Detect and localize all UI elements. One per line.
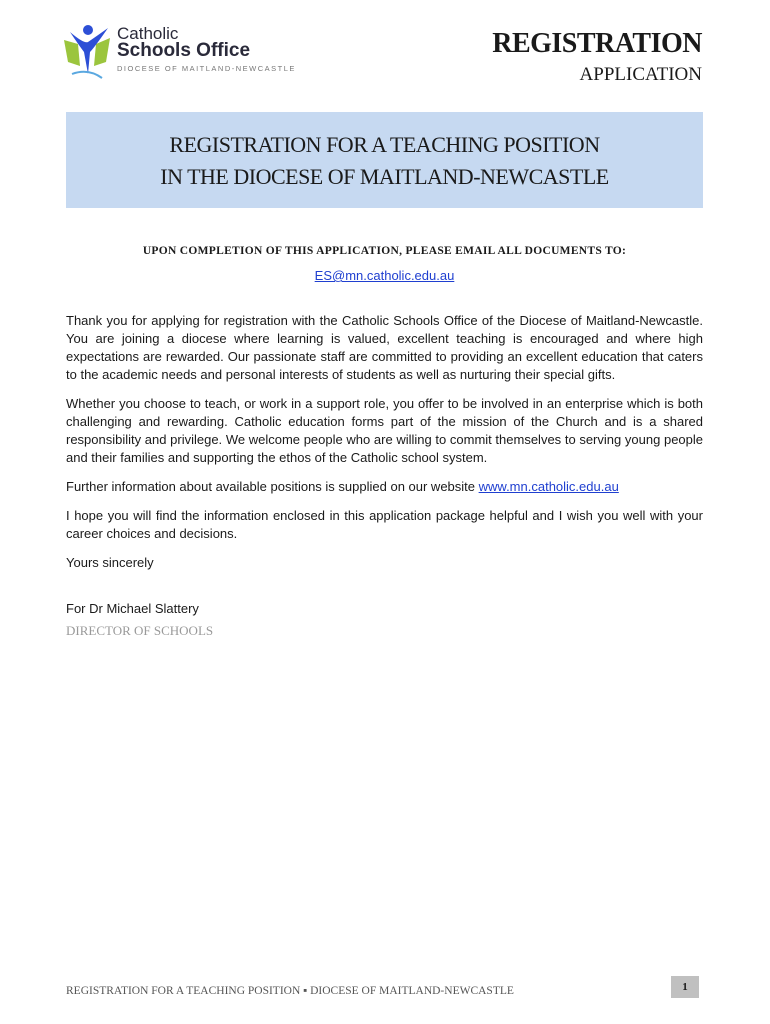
website-text: Further information about available positions is supplied on our website	[66, 479, 479, 494]
logo-figure-icon	[62, 22, 112, 82]
signer-role: DIRECTOR OF SCHOOLS	[66, 623, 214, 638]
email-link[interactable]: ES@mn.catholic.edu.au	[314, 268, 455, 283]
catholic-schools-office-logo	[62, 22, 302, 82]
letter-body	[66, 312, 703, 651]
website-link[interactable]: www.mn.catholic.edu.au	[478, 479, 619, 494]
logo-text-catholic: Catholic	[117, 24, 179, 43]
signer: For Dr Michael Slattery	[66, 601, 199, 616]
closing: Yours sincerely	[66, 555, 154, 570]
banner-line-1: REGISTRATION FOR A TEACHING POSITION	[169, 132, 600, 157]
title-banner	[66, 112, 703, 208]
logo-text-schools-office: Schools Office	[117, 40, 251, 61]
paragraph-website	[66, 478, 703, 496]
paragraph-roles: Whether you choose to teach, or work in a support role, you offer to be involved in an enterprise which is both challenging and rewarding. Catholic education forms part of the mission of the Church and is a shared responsibility and privilege. We welcome people who are willing to commit themselves to serving young people and their families and supporting the ethos of the Catholic school system.	[66, 396, 703, 465]
page-title: REGISTRATION	[492, 28, 702, 59]
paragraph-welcome: Thank you for applying for registration with the Catholic Schools Office of the Diocese of Maitland-Newcastle. You are joining a diocese where learning is valued, excellent teaching is encouraged and where high expectations are rewarded. Our passionate staff are committed to providing an excellent education that caters to the academic needs and personal interests of students as well as nurturing their special gifts.	[66, 313, 703, 382]
paragraph-wishes: I hope you will find the information enclosed in this application package helpful and I wish you well with your career choices and decisions.	[66, 508, 703, 541]
email-instruction: UPON COMPLETION OF THIS APPLICATION, PLEASE EMAIL ALL DOCUMENTS TO:	[142, 245, 627, 257]
footer-text: REGISTRATION FOR A TEACHING POSITION ▪ DIOCESE OF MAITLAND-NEWCASTLE	[66, 985, 514, 997]
page-subtitle: APPLICATION	[579, 64, 702, 85]
logo-text-diocese: DIOCESE OF MAITLAND-NEWCASTLE	[117, 64, 296, 73]
banner-line-2: IN THE DIOCESE OF MAITLAND-NEWCASTLE	[160, 164, 609, 189]
page-number: 1	[671, 976, 699, 998]
